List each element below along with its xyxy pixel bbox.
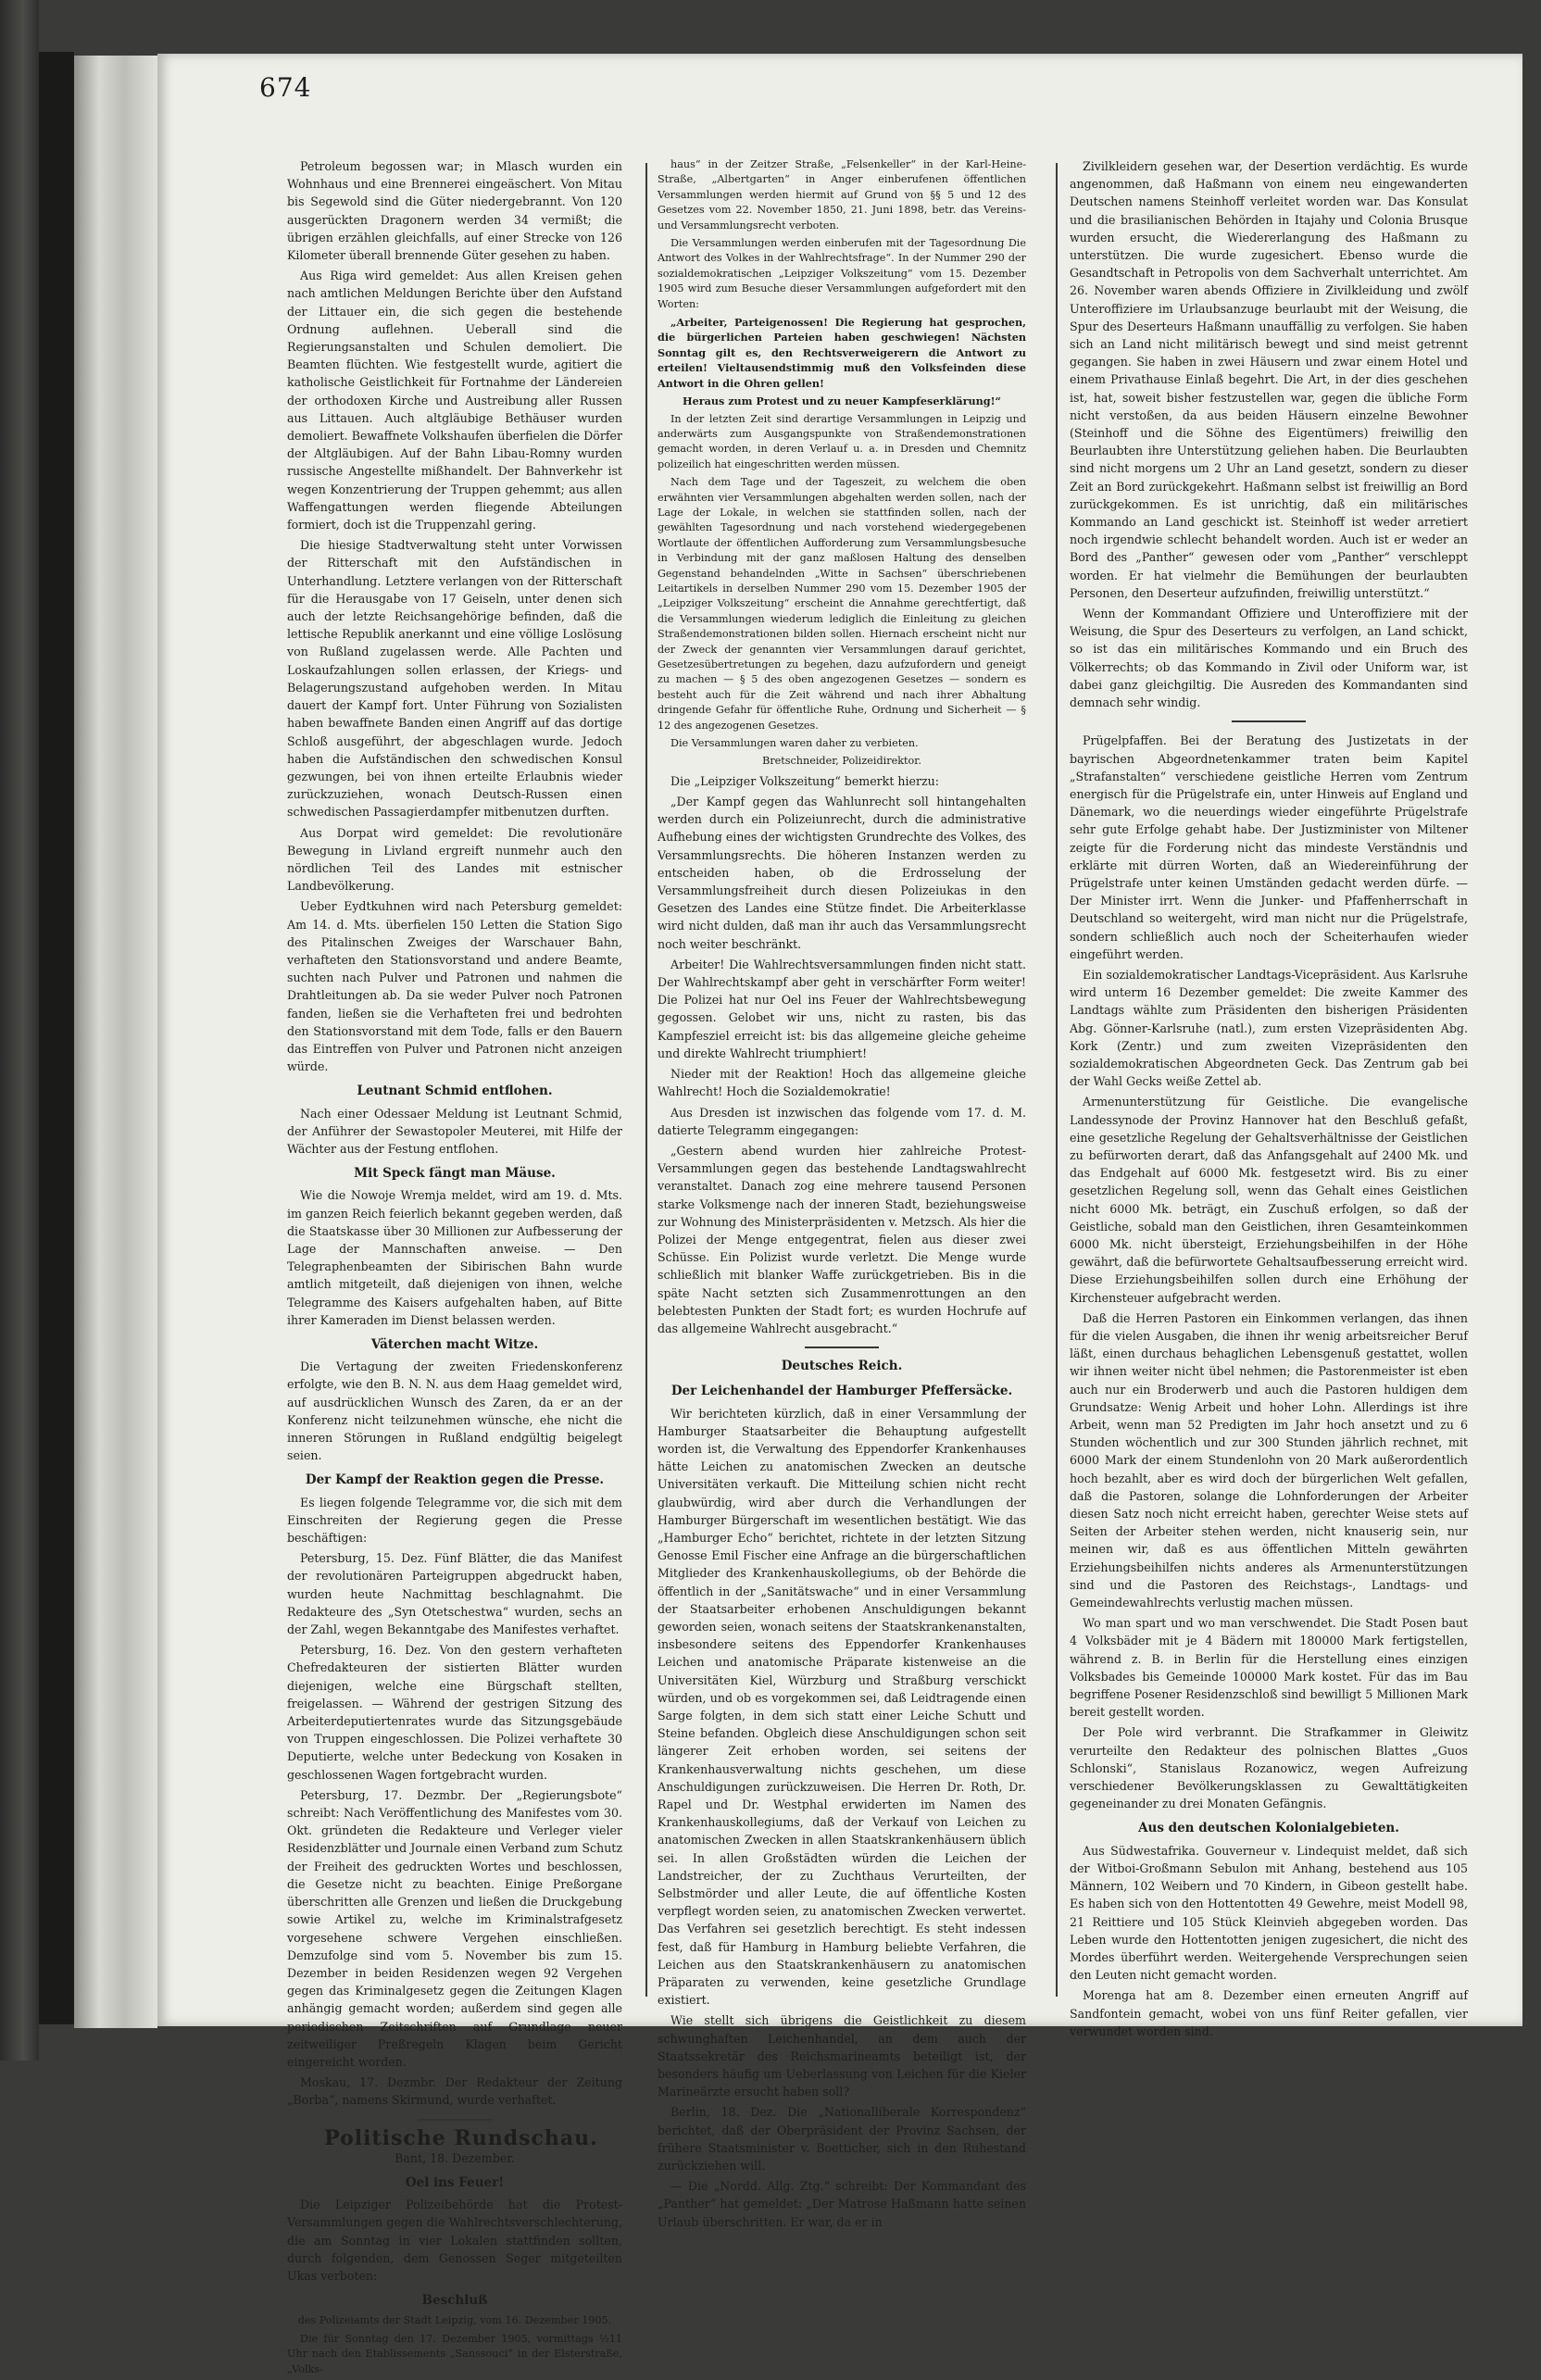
section-heading: Aus den deutschen Kolonialgebieten. bbox=[1138, 1821, 1399, 1836]
paragraph: Wie die Nowoje Wremja meldet, wird am 19. d. Mts. im ganzen Reich feierlich bekannt gegeben werden, daß die Staatskasse über 30 Millionen zur Aufbesserung der Lage der Mannschaften anweise. — Den Telegraphenbeamten der Sibirischen Bahn wurde amtlich mitgeteilt, daß diejenigen von ihnen, welche Telegramme des Kaisers aufgehalten haben, auf Bitte ihrer Kameraden im Dienst belassen werden. bbox=[287, 1188, 622, 1327]
paragraph: Aus Dresden ist inzwischen das folgende vom 17. d. M. datierte Telegramm eingegangen: bbox=[658, 1105, 1026, 1137]
paragraph: Die hiesige Stadtverwaltung steht unter Vorwissen der Ritterschaft mit den Aufständischen in Unterhandlung. Letztere verlangen von der Ritterschaft für die Herausgabe von 17 Geiseln, unter denen sich auch der letzte Reichsangehörige befinden, daß die lettische Republik anerkannt und eine völlige Loslösung von Rußland zugelassen werde. Alle Pachten und Loskaufzahlungen sollen erlassen, der Kriegs- und Belagerungszustand aufgehoben werden. In Mitau dauert der Kampf fort. Unter Führung von Sozialisten haben bewaffnete Banden einen Angriff auf das dortige Schloß ausgeführt, der abgeschlagen wurde. Jedoch haben die Aufständischen den schwedischen Konsul gezwungen, bei von ihnen erteilte Erlaubnis wieder zurückzuziehen, wonach Deutsch-Russen einen schwedischen Passagierdampfer mitbenutzen durften. bbox=[287, 538, 622, 820]
column-3 bbox=[1070, 157, 1468, 2043]
paragraph: Berlin, 18. Dez. Die „Nationalliberale Korrespondenz“ berichtet, daß der Oberpräsident der Provinz Sachsen, der frühere Staatsminister v. Boetticher, sich in den Ruhestand zurückziehen will. bbox=[658, 2105, 1026, 2173]
article-heading: Mit Speck fängt man Mäuse. bbox=[354, 1166, 556, 1182]
paragraph: Wie stellt sich übrigens die Geistlichkeit zu diesem schwunghaften Leichenhandel, an dem auch der Staatssekretär des Reichsmarineamts beteiligt ist, der besonders häufig um Ueberlassung von Leichen für die Kieler Marineärzte ersucht haben soll? bbox=[658, 2013, 1026, 2099]
paragraph: Ueber Eydtkuhnen wird nach Petersburg gemeldet: Am 14. d. Mts. überfielen 150 Letten die Station Sigo des Pitalinschen Zweiges der Warschauer Bahn, verhafteten den Stationsvorstand und andere Beamte, suchten nach Pulver und Patronen und nahmen die Drahtleitungen ab. Da sie weder Pulver noch Patronen fanden, ließen sie die Verhafteten frei und bedrohten den Stationsvorstand mit dem Tode, falls er den Bauern das Eintreffen von Pulver und Patronen nicht anzeigen würde. bbox=[287, 899, 622, 1074]
paragraph: Nieder mit der Reaktion! Hoch das allgemeine gleiche Wahlrecht! Hoch die Sozialdemokratie! bbox=[658, 1067, 1026, 1099]
article-heading: Leutnant Schmid entflohen. bbox=[357, 1084, 553, 1099]
paragraph: Aus Dorpat wird gemeldet: Die revolutionäre Bewegung in Livland ergreift nunmehr auch den nördlichen Teil des Landes mit estnischer Landbevölkerung. bbox=[287, 825, 622, 894]
column-2 bbox=[658, 157, 1026, 2234]
paragraph: Die für Sonntag den 17. Dezember 1905, vormittags ½11 Uhr nach den Etablissements „Sanssouci“ in der Elsterstraße, „Volks- bbox=[287, 2332, 622, 2375]
section-heading: Deutsches Reich. bbox=[781, 1359, 903, 1374]
section-heading: Politische Rundschau. bbox=[324, 2125, 598, 2150]
column-1 bbox=[287, 157, 622, 2380]
paragraph: Die Versammlungen waren daher zu verbieten. bbox=[670, 737, 919, 750]
dateline: Bant, 18. Dezember. bbox=[395, 2150, 515, 2165]
paragraph: haus“ in der Zeitzer Straße, „Felsenkeller“ in der Karl-Heine-Straße, „Albertgarten“ in Anger einberufenen öffentlichen Versammlungen werden hiermit auf Grund von §§ 5 und 12 des Gesetzes vom 22. November 1850, 21. Juni 1898, betr. das Vereins- und Versammlungsrecht verboten. bbox=[658, 158, 1026, 232]
paragraph: Arbeiter! Die Wahlrechtsversammlungen finden nicht statt. Der Wahlrechtskampf aber geht in verschärfter Form weiter! Die Polizei hat nur Oel ins Feuer der Wahlrechtsbewegung gegossen. Gelobet wir uns, nicht zu rasten, bis das Kampfesziel erreicht ist: bis das allgemeine gleiche geheime und direkte Wahlrecht triumphiert! bbox=[658, 957, 1026, 1060]
paragraph: Armenunterstützung für Geistliche. Die evangelische Landessynode der Provinz Hannover hat den Beschluß gefaßt, eine gesetzliche Regelung der Gehaltsverhältnisse der Geistlichen zu befürworten derart, daß das Anfangsgehalt auf 2400 Mk. und das Endgehalt auf 6000 Mk. festgesetzt wird. Bis zu einer gesetzlichen Regelung soll, wenn das Gehalt eines Geistlichen nicht 6000 Mk. beträgt, ein Zuschuß erfolgen, so daß der Geistliche, sobald man den Geistlichen, ihren Gesamteinkommen 6000 Mk. nicht übersteigt, Erziehungsbeihilfen in der Höhe gewährt, daß die befürwortete Gehaltsaufbesserung erreicht wird. Diese Erziehungsbeihilfen sollen durch eine Erhöhung der Kirchensteuer aufgebracht werden. bbox=[1070, 1095, 1468, 1305]
separator-rule bbox=[805, 1347, 879, 1348]
quote: „Arbeiter, Parteigenossen! Die Regierung hat gesprochen, die bürgerlichen Parteien haben geschwiegen! Nächsten Sonntag gilt es, den Rechtsverweigerern die Antwort zu erteilen! Vieltausendstimmig muß den Volksfeinden diese Antwort in die Ohren gellen! bbox=[658, 316, 1026, 390]
paragraph: Aus Riga wird gemeldet: Aus allen Kreisen gehen nach amtlichen Meldungen Berichte über den Aufstand der Littauer ein, die sich gegen die bestehende Ordnung auflehnen. Ueberall sind die Regierungsanstalten und Schulen demoliert. Die Beamten flüchten. Wie festgestellt wurde, agitiert die katholische Geistlichkeit für Fortnahme der Ländereien der orthodoxen Kirche und Austreibung aller Russen aus Littauen. Auch altgläubige Bethäuser wurden demoliert. Bewaffnete Volkshaufen überfielen die Dörfer der Altgläubigen. Auf der Bahn Libau-Romny wurden russische Angestellte mißhandelt. Der Bahnverkehr ist wegen Konzentrierung der Truppen gehemmt; aus allen Waffengattungen werden fliegende Abteilungen formiert, doch ist die Truppenzahl gering. bbox=[287, 269, 622, 532]
paragraph: Die Versammlungen werden einberufen mit der Tagesordnung Die Antwort des Volkes in der Wahlrechtsfrage“. In der Nummer 290 der sozialdemokratischen „Leipziger Volkszeitung“ vom 15. Dezember 1905 wird zum Besuche dieser Versammlungen aufgefordert mit den Worten: bbox=[658, 237, 1026, 310]
separator-rule bbox=[1232, 720, 1306, 722]
paragraph: Petersburg, 16. Dez. Von den gestern verhafteten Chefredakteuren der sistierten Blätter wurden diejenigen, welche eine Bürgschaft stellten, freigelassen. — Während der gestrigen Sitzung des Arbeiterdeputiertenrates wurde das Sitzungsgebäude von Truppen eingeschlossen. Die Polizei verhaftete 30 Deputierte, welche unter Bedeckung von Kosaken in geschlossenen Wagen fortgebracht wurden. bbox=[287, 1643, 622, 1782]
paragraph: Petersburg, 17. Dezmbr. Der „Regierungsbote“ schreibt: Nach Veröffentlichung des Manifestes vom 30. Okt. gründeten die Redakteure und Verleger vieler Residenzblätter und Journale einen Verband zum Schutz der Freiheit des gedruckten Wortes und beschlossen, die Gesetze nicht zu beachten. Einige Preßorgane überschritten alle Grenzen und ließen die Druckgebung sowie Artikel zu, welche im Kriminalstrafgesetz vorgesehene schwere Vergehen einschließen. Demzufolge sind vom 5. November bis zum 15. Dezember in beiden Residenzen wegen 92 Vergehen gegen das Kriminalgesetz gegen die Zeitungen Klagen anhängig gemacht worden; außerdem sind gegen alle periodischen Zeitschriften auf Grundlage neuer zeitweiliger Preßregeln Klagen beim Gericht eingereicht worden. bbox=[287, 1787, 622, 2069]
paragraph: Die Leipziger Polizeibehörde hat die Protest-Versammlungen gegen die Wahlrechtsverschlechterung, die am Sonntag in vier Lokalen stattfinden sollten, durch folgenden, dem Genossen Seger mitgeteilten Ukas verboten: bbox=[287, 2198, 622, 2283]
paragraph: Der Pole wird verbrannt. Die Strafkammer in Gleiwitz verurteilte den Redakteur des polnischen Blattes „Guos Schlonski“, Stanislaus Rozanowicz, wegen Aufreizung verschiedener Bevölkerungsklassen zu Gewalttätigkeiten gegeneinander zu drei Monaten Gefängnis. bbox=[1070, 1725, 1468, 1811]
paragraph: — Die „Nordd. Allg. Ztg.“ schreibt: Der Kommandant des „Panther“ hat gemeldet: „Der Matrose Haßmann hatte seinen Urlaub überschritten. Er war, da er in bbox=[658, 2179, 1026, 2229]
paragraph: Petroleum begossen war; in Mlasch wurden ein Wohnhaus und eine Brennerei eingeäschert. Von Mitau bis Segewold sind die Güter niedergebrannt. Von 120 ausgerückten Dragonern werden 34 vermißt; die übrigen erzählen gleichfalls, auf einer Strecke von 126 Kilometer überall brennende Güter gesehen zu haben. bbox=[287, 159, 622, 263]
paragraph: „Der Kampf gegen das Wahlunrecht soll hintangehalten werden durch ein Polizeiunrecht, durch die administrative Aufhebung eines der wichtigsten Grundrechte des Volkes, des Versammlungsrechts. Die höheren Instanzen werden zu entscheiden haben, ob die Erdrosselung der Versammlungsfreiheit durch diesen Polizeiukas in den Gesetzen des Landes eine Stütze findet. Die Arbeiterklasse wird nicht dulden, daß man ihr auch das Versammlungsrecht noch weiter beschränkt. bbox=[658, 795, 1026, 951]
article-heading: Der Kampf der Reaktion gegen die Presse. bbox=[305, 1472, 605, 1488]
paragraph: Petersburg, 15. Dez. Fünf Blätter, die das Manifest der revolutionären Parteigruppen abgedruckt haben, wurden heute Nachmittag beschlagnahmt. Die Redakteure des „Syn Otetschestwa“ wurden, sechs an der Zahl, wegen Bekanntgabe des Manifestes verhaftet. bbox=[287, 1551, 622, 1637]
paragraph: Wir berichteten kürzlich, daß in einer Versammlung der Hamburger Staatsarbeiter die Behauptung aufgestellt worden ist, die Verwaltung des Eppendorfer Krankenhauses hätte Leichen zu anatomischen Zwecken an deutsche Universitäten verkauft. Die Mitteilung schien nicht recht glaubwürdig, wird aber durch die Verhandlungen der Hamburger Bürgerschaft im wesentlichen bestätigt. Wie das „Hamburger Echo“ berichtet, richtete in der letzten Sitzung Genosse Emil Fischer eine Anfrage an die bürgerschaftlichen Mitglieder des Krankenhauskollegiums, ob der Behörde die öffentlich in der „Sanitätswache“ und in einer Versammlung der Staatsarbeiter erhobenen Anschuldigungen bekannt geworden seien, wonach seitens der Staatskrankenanstalten, insbesondere seitens des Eppendorfer Krankenhauses Leichen und anatomische Präparate kistenweise an die Universitäten Kiel, Würzburg und Straßburg verschickt würden, und ob es vorgekommen sei, daß Leidtragende einen Sarge folgten, in dem sich statt einer Leiche Schutt und Steine befanden. Obgleich diese Anschuldigungen schon seit längerer Zeit erhoben worden, sei seitens der Krankenhausverwaltung nichts geschehen, um diese Anschuldigungen zurückzuweisen. Die Herren Dr. Roth, Dr. Rapel und Dr. Westphal erwiderten im Namen des Krankenhauskollegiums, daß der Verkauf von Leichen zu anatomischen Zwecken in allen Staatskrankenhäusern üblich sei. In allen Großstädten würden die Leichen der Landstreicher, der zu Zuchthaus Verurteilten, der Selbstmörder und aller Leute, die auf öffentliche Kosten verpflegt worden seien, zu anatomischen Zwecken verwertet. Das Verfahren sei gesetzlich berechtigt. Es steht indessen fest, daß für Hamburg in Hamburg beliebte Verfahren, die Leichen aus den Staatskrankenhäusern zu anatomischen Präparaten zu verwenden, keine gesetzliche Grundlage existiert. bbox=[658, 1406, 1026, 2008]
paragraph: Prügelpfaffen. Bei der Beratung des Justizetats in der bayrischen Abgeordnetenkammer traten beim Kapitel „Strafanstalten“ verschiedene geistliche Herren vom Zentrum energisch für die Prügelstrafe ein, unter Hinweis auf England und Dänemark, wo die neuerdings wieder eingeführte Prügelstrafe sehr gute Erfolge gehabt habe. Der Justizminister von Miltener zeigte für die Forderung nicht das mindeste Verständnis und erklärte mit dürren Worten, daß an Wiedereinführung der Prügelstrafe unter keinen Umständen gedacht werden dürfe. — Der Minister irrt. Wenn die Junker- und Pfaffenherrschaft in Deutschland so weitergeht, wird man nicht nur die Prügelstrafe, sondern schließlich auch noch der Scheiterhaufen wieder eingeführt werden. bbox=[1070, 733, 1468, 961]
signature: Bretschneider, Polizeidirektor. bbox=[762, 755, 921, 768]
paragraph: Moskau, 17. Dezmbr. Der Redakteur der Zeitung „Borba“, namens Skirmund, wurde verhaftet. bbox=[287, 2075, 622, 2108]
paragraph: In der letzten Zeit sind derartige Versammlungen in Leipzig und anderwärts zum Ausgangspunkte von Straßendemonstrationen gemacht worden, in deren Verlauf u. a. in Dresden und Chemnitz polizeilich hat eingeschritten werden müssen. bbox=[658, 412, 1026, 470]
article-heading: Väterchen macht Witze. bbox=[370, 1337, 539, 1352]
paragraph: Die „Leipziger Volkszeitung“ bemerkt hierzu: bbox=[670, 773, 939, 788]
decree-subheading: des Polizeiamts der Stadt Leipzig, vom 16. Dezember 1905. bbox=[297, 2314, 612, 2327]
newspaper-page bbox=[157, 54, 1522, 2375]
decree-heading: Beschluß bbox=[421, 2293, 488, 2309]
paragraph: Wenn der Kommandant Offiziere und Unteroffiziere mit der Weisung, die Spur des Deserteurs zu verfolgen, an Land schickt, so ist das ein militärisches Kommando und ein Bruch des Völkerrechts; ob das Kommando in Zivil oder Uniform war, ist dabei ganz gleichgiltig. Die Ausreden des Kommandanten sind demnach sehr windig. bbox=[1070, 607, 1468, 710]
book-binding-edge bbox=[0, 0, 39, 2061]
paragraph: Wo man spart und wo man verschwendet. Die Stadt Posen baut 4 Volksbäder mit je 4 Bädern mit 180000 Mark fertigstellen, während z. B. in Berlin für die Herstellung eines einzigen Volksbades bis Gemeinde 100000 Mark kostet. Für das im Bau begriffene Posener Residenzschloß sind bewilligt 5 Millionen Mark bereit gestellt worden. bbox=[1070, 1616, 1468, 1720]
column-rule bbox=[1056, 163, 1058, 1997]
paragraph: Morenga hat am 8. Dezember einen erneuten Angriff auf Sandfontein gemacht, wobei von uns fünf Reiter gefallen, vier verwundet worden sind. bbox=[1070, 1988, 1468, 2038]
paragraph: Die Vertagung der zweiten Friedenskonferenz erfolgte, wie den B. N. N. aus dem Haag gemeldet wird, auf ausdrücklichen Wunsch des Zaren, da er an der Konferenz nicht teilzunehmen wünsche, ehe nicht die inneren Störungen in Rußland endgültig beigelegt seien. bbox=[287, 1359, 622, 1463]
paragraph: Zivilkleidern gesehen war, der Desertion verdächtig. Es wurde angenommen, daß Haßmann von einem neu eingewanderten Deutschen namens Steinhoff verleitet worden war. Das Konsulat und die brasilianischen Behörden in Itajahy und Colonia Brusque wurden ersucht, die Wiedererlangung des Haßmann zu unterstützen. Die wurde zugesichert. Ebenso wurde die Gesandtschaft in Petropolis von dem Sachverhalt unterrichtet. Am 26. November waren abends Offiziere in Zivilkleidung und zwölf Unteroffiziere im Urlaubsanzuge beurlaubt mit der Weisung, die Spur des Deserteurs Haßmann unauffällig zu verfolgen. Sie haben sich an Land nicht militärisch bewegt und sind meist getrennt gegangen. Sie haben in zwei Häusern und zwar einem Hotel und einem Privathause Einlaß begehrt. Die Art, in der dies geschehen ist, hat, soweit bisher festzustellen war, gegen die übliche Form nicht verstoßen, da aus beiden Häusern einzelne Bewohner (Steinhoff und die Söhne des Eigentümers) freiwillig den Beurlaubten ihre Unterstützung geliehen haben. Die Beurlaubten sind nicht morgens um 2 Uhr an Land gesetzt, sondern zu dieser Zeit an Bord zurückgekehrt. Haßmann selbst ist freiwillig an Bord zurückgekommen. Es ist unrichtig, daß ein militärisches Kommando an Land geschickt ist. Steinhoff ist weder arretiert noch irgendwie schlecht behandelt worden. Auch ist er weder an Bord des „Panther“ gewesen oder vom „Panther“ verschleppt worden. Er hat vielmehr die Bemühungen der beurlaubten Personen, den Deserteur aufzufinden, freiwillig unterstützt.“ bbox=[1070, 159, 1468, 600]
paragraph: Ein sozialdemokratischer Landtags-Vicepräsident. Aus Karlsruhe wird unterm 16 Dezember gemeldet: Die zweite Kammer des Landtags wählte zum Präsidenten den bisherigen Präsidenten Abg. Gönner-Karlsruhe (natl.), zum ersten Vizepräsidenten Abg. Kork (Zentr.) und zum zweiten Vizepräsidenten den sozialdemokratischen Abgeordneten Geck. Das Zentrum gab bei der Wahl Gecks weiße Zettel ab. bbox=[1070, 967, 1468, 1089]
page-fold bbox=[74, 56, 157, 2028]
article-heading: Der Leichenhandel der Hamburger Pfeffersäcke. bbox=[670, 1384, 1013, 1399]
paragraph: Es liegen folgende Telegramme vor, die sich mit dem Einschreiten der Regierung gegen die Presse beschäftigen: bbox=[287, 1495, 622, 1546]
article-heading: Oel ins Feuer! bbox=[405, 2174, 505, 2190]
paragraph: „Gestern abend wurden hier zahlreiche Protest-Versammlungen gegen das bestehende Landtagswahlrecht veranstaltet. Danach zog eine mehrere tausend Personen starke Volksmenge nach der inneren Stadt, beziehungsweise zur Wohnung des Ministerpräsidenten v. Metzsch. Als hier die Polizei der Menge entgegentrat, fielen aus dieser zwei Schüsse. Ein Polizist wurde verletzt. Die Menge wurde schließlich mit blanker Waffe zurückgetrieben. Bis in die späte Nacht setzten sich Zusammenrottungen an den belebtesten Punkten der Stadt fort; es wurden Hochrufe auf das allgemeine Wahlrecht ausgebracht.“ bbox=[658, 1143, 1026, 1335]
paragraph: Daß die Herren Pastoren ein Einkommen verlangen, das ihnen für die vielen Ausgaben, die ihnen ihr wenig arbeitsreicher Beruf läßt, einen durchaus behaglichen Lebensgenuß gestattet, wollen wir ihnen weiter nicht übel nehmen; die Pastorenmeister ist eben auch nur ein Broderwerb und auch die Pastoren huldigen dem Grundsatze: Wenig Arbeit und hoher Lohn. Allerdings ist ihre Arbeit, wenn man 52 Predigten im Jahr hoch ansetzt und zu 6 Stunden wöchentlich und zur 300 Stunden jährlich rechnet, mit 6000 Mark der einem Stundenlohn von 20 Mark außerordentlich hoch bezahlt, aber es wird doch der bürgerlichen Welt gefallen, daß die Pastoren, solange die Lohnforderungen der Arbeiter diesen Satz noch nicht erreicht haben, gerechter Weise stets auf Seiten der Arbeiter stehen werden, nicht knauserig sein, nur meinen wir, daß es aus öffentlichen Mitteln gewährten Erziehungsbeihilfen nichts anderes als Armenunterstützungen sind und die Pastoren des Reichstags-, Landtags- und Gemeindewahlrechts verlustig machen müssen. bbox=[1070, 1310, 1468, 1610]
paragraph: Aus Südwestafrika. Gouverneur v. Lindequist meldet, daß sich der Witboi-Großmann Sebulon mit Anhang, bestehend aus 105 Männern, 102 Weibern und 70 Kindern, in Gibeon gestellt habe. Es haben sich von den Hottentotten 49 Gewehre, meist Modell 98, 21 Reittiere und 105 Stück Kleinvieh abgegeben worden. Das Leben wurde den Hottentotten jenigen zugesichert, die nicht des Mordes überführt werden. Weitergehende Versprechungen seien den Leuten nicht gemacht worden. bbox=[1070, 1843, 1468, 1983]
paragraph: Nach dem Tage und der Tageszeit, zu welchem die oben erwähnten vier Versammlungen abgehalten werden sollen, nach der Lage der Lokale, in welchen sie stattfinden sollen, nach der gewählten Tagesordnung und nach vorstehend wiedergegebenen Wortlaute der öffentlichen Aufforderung zum Versammlungsbesuche in Verbindung mit der ganz maßlosen Haltung des denselben Gegenstand behandelnden „Witte in Sachsen“ überschriebenen Leitartikels in derselben Nummer 290 vom 15. Dezember 1905 der „Leipziger Volkszeitung“ erscheint die Annahme gerechtfertigt, daß die Versammlungen wiederum lediglich die Einleitung zu gleichen Straßendemonstrationen bilden sollen. Hiernach erscheint nicht nur der Zweck der genannten vier Versammlungen darauf gerichtet, Gesetzesübertretungen zu begehen, dazu aufzufordern und geneigt zu machen — § 5 des oben angezogenen Gesetzes — sondern es besteht auch für die Zeit während und nach ihrer Abhaltung dringende Gefahr für öffentliche Ruhe, Ordnung und Sicherheit — § 12 des angezogenen Gesetzes. bbox=[658, 476, 1026, 732]
paragraph: Nach einer Odessaer Meldung ist Leutnant Schmid, der Anführer der Sewastopoler Meuterei, mit Hilfe der Wächter aus der Festung entflohen. bbox=[287, 1106, 622, 1156]
column-rule bbox=[645, 163, 647, 1997]
quote: Heraus zum Protest und zu neuer Kampfeserklärung!“ bbox=[683, 395, 1001, 408]
separator-rule bbox=[418, 2119, 492, 2121]
binding-strip bbox=[39, 52, 74, 2024]
page-number: 674 bbox=[259, 72, 312, 103]
